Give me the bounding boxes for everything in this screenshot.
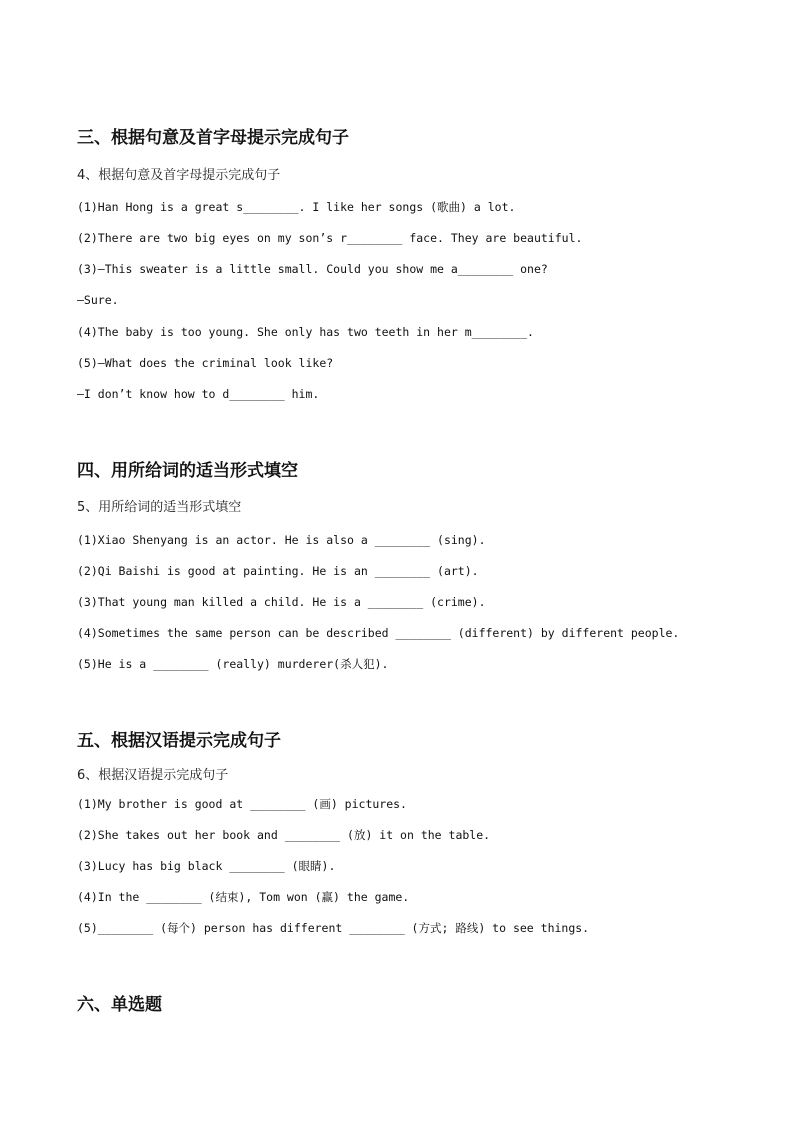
question-title-4: 4、根据句意及首字母提示完成句子 xyxy=(77,168,281,183)
exercise-line: (5)He is a ________ (really) murderer(杀人犯). xyxy=(77,657,389,671)
exercise-line: (3)That young man killed a child. He is a ________ (crime). xyxy=(77,595,486,609)
exercise-line: (4)In the ________ (结束), Tom won (赢) the game. xyxy=(77,890,410,904)
exercise-line: (2)There are two big eyes on my son’s r________ face. They are beautiful. xyxy=(77,231,583,245)
section-heading-5: 五、根据汉语提示完成句子 xyxy=(77,731,281,751)
section-heading-4: 四、用所给词的适当形式填空 xyxy=(77,461,298,481)
exercise-line: (1)My brother is good at ________ (画) pictures. xyxy=(77,797,407,811)
exercise-line: (1)Han Hong is a great s________. I like her songs (歌曲) a lot. xyxy=(77,200,516,214)
exercise-line: (2)Qi Baishi is good at painting. He is an ________ (art). xyxy=(77,564,479,578)
exercise-line: (5)—What does the criminal look like? xyxy=(77,356,334,370)
question-title-6: 6、根据汉语提示完成句子 xyxy=(77,768,229,783)
section-heading-6: 六、单选题 xyxy=(77,995,162,1015)
exercise-line: (1)Xiao Shenyang is an actor. He is also a ________ (sing). xyxy=(77,533,486,547)
exercise-line: (3)Lucy has big black ________ (眼睛). xyxy=(77,859,336,873)
exercise-line: (2)She takes out her book and ________ (放) it on the table. xyxy=(77,828,491,842)
question-title-5: 5、用所给词的适当形式填空 xyxy=(77,500,242,515)
exercise-line: —I don’t know how to d________ him. xyxy=(77,387,320,401)
exercise-line: (3)—This sweater is a little small. Could you show me a________ one? xyxy=(77,262,548,276)
exercise-line: (4)The baby is too young. She only has two teeth in her m________. xyxy=(77,325,534,339)
section-heading-3: 三、根据句意及首字母提示完成句子 xyxy=(77,128,349,148)
exercise-line: —Sure. xyxy=(77,293,119,307)
exercise-line: (5)________ (每个) person has different ________ (方式; 路线) to see things. xyxy=(77,921,590,935)
exercise-line: (4)Sometimes the same person can be described ________ (different) by different people. xyxy=(77,626,680,640)
